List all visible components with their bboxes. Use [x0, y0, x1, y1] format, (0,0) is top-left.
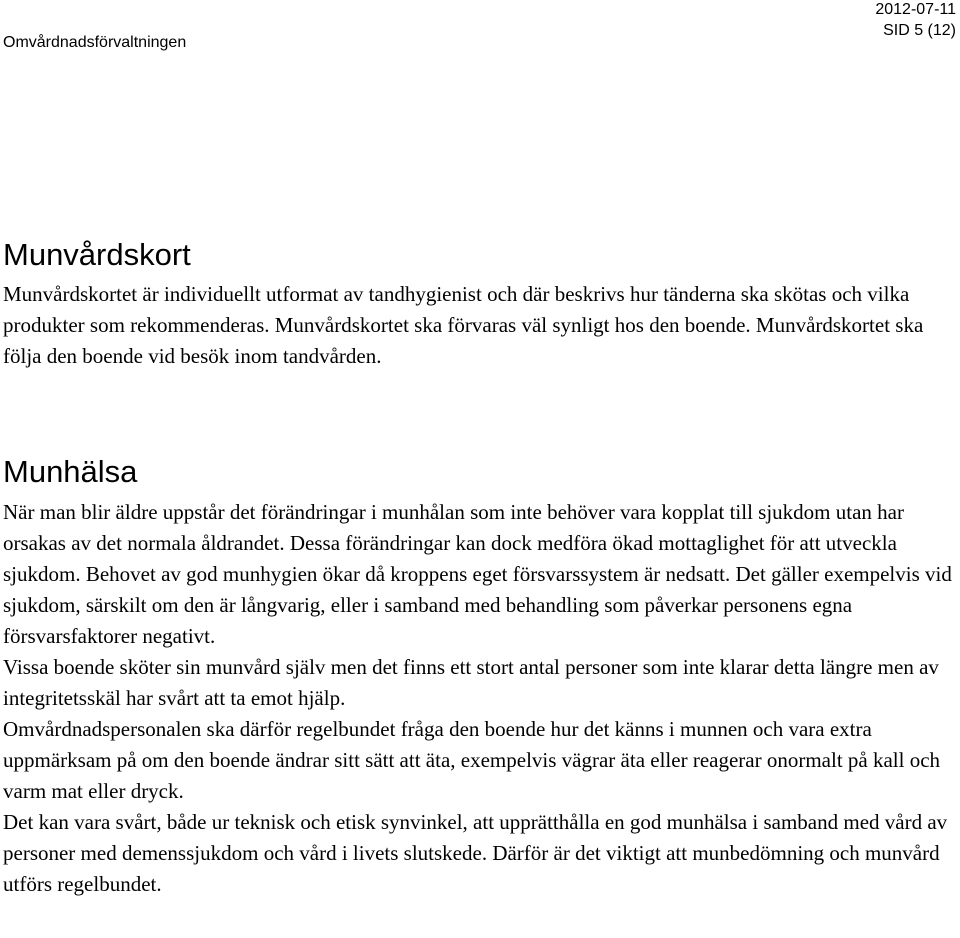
page-header-meta [756, 0, 956, 41]
section-heading-munhalsa: Munhälsa [3, 454, 138, 489]
section-body-munvardskort [3, 279, 957, 372]
paragraph: Omvårdnadspersonalen ska därför regelbundet fråga den boende hur det känns i munnen och vara extra uppmärksam på om den boende ändrar sitt sätt att äta, exempelvis vägrar äta eller reagerar onormalt på kall och varm mat eller dryck. [3, 717, 941, 803]
paragraph: Vissa boende sköter sin munvård själv men det finns ett stort antal personer som inte klarar detta längre men av integritetsskäl har svårt att ta emot hjälp. [3, 655, 939, 710]
section-heading-munvardskort: Munvårdskort [3, 237, 191, 272]
section-body-munhalsa [3, 497, 957, 900]
paragraph: Det kan vara svårt, både ur teknisk och etisk synvinkel, att upprätthålla en god munhälsa i samband med vård av personer med demenssjukdom och vård i livets slutskede. Därför är det viktigt att munbedömning och munvård utförs regelbundet. [3, 810, 948, 896]
page-number: SID 5 (12) [883, 22, 956, 39]
paragraph: Munvårdskortet är individuellt utformat av tandhygienist och där beskrivs hur tänderna ska skötas och vilka produkter som rekommenderas. Munvårdskortet ska förvaras väl synligt hos den boende. Munvårdskortet ska följa den boende vid besök inom tandvården. [3, 282, 924, 368]
paragraph: När man blir äldre uppstår det förändringar i munhålan som inte behöver vara kopplat till sjukdom utan har orsakas av det normala åldrandet. Dessa förändringar kan dock medföra ökad mottaglighet för att utveckla sjukdom. Behovet av god munhygien ökar då kroppens eget försvarssystem är nedsatt. Det gäller exempelvis vid sjukdom, särskilt om den är långvarig, eller i samband med behandling som påverkar personens egna försvarsfaktorer negativt. [3, 500, 952, 648]
organization-name: Omvårdnadsförvaltningen [3, 34, 187, 51]
document-date: 2012-07-11 [875, 1, 956, 18]
